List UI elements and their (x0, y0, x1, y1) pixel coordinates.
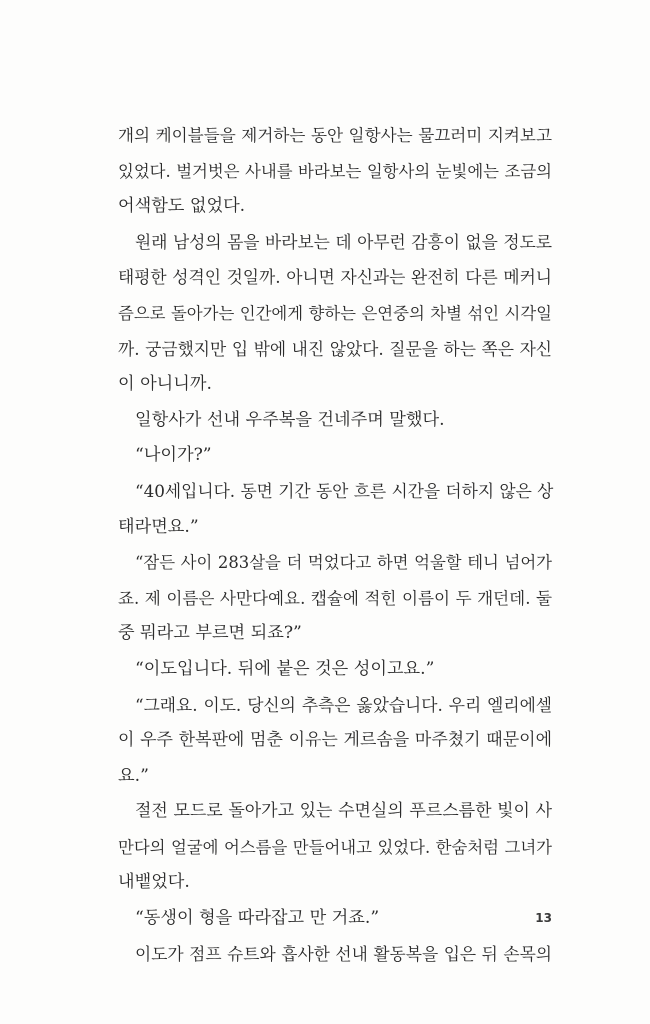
text-line: 죠. 제 이름은 사만다예요. 캡슐에 적힌 이름이 두 개던데. 둘 (118, 588, 552, 608)
text-line: 어색함도 없었다. (118, 196, 246, 217)
page-number: 13 (535, 911, 552, 925)
text-line: 있었다. 벌거벗은 사내를 바라보는 일항사의 눈빛에는 조금의 (118, 161, 552, 181)
text-line: “그래요. 이도. 당신의 추측은 옳았습니다. 우리 엘리에셀 (135, 694, 552, 715)
text-line: 요.” (118, 765, 149, 786)
body-text (118, 118, 552, 972)
text-line: 개의 케이블들을 제거하는 동안 일항사는 물끄러미 지켜보고 (118, 126, 552, 145)
text-line: 이 아니니까. (118, 374, 212, 395)
text-line: “40세입니다. 동면 기간 동안 흐른 시간을 더하지 않은 상 (135, 480, 554, 501)
text-line: “동생이 형을 따라잡고 만 거죠.” (135, 908, 380, 929)
text-line: 이 우주 한복판에 멈춘 이유는 게르솜을 마주쳤기 때문이에 (118, 730, 552, 751)
text-line: 즘으로 돌아가는 인간에게 향하는 은연중의 차별 섞인 시각일 (118, 303, 552, 323)
text-line: “잠든 사이 283살을 더 먹었다고 하면 억울할 테니 넘어가 (135, 553, 552, 573)
text-line: 원래 남성의 몸을 바라보는 데 아무런 감흥이 없을 정도로 (135, 231, 552, 252)
text-line: “나이가?” (135, 445, 212, 466)
text-line: “이도입니다. 뒤에 붙은 것은 성이고요.” (135, 658, 435, 679)
text-line: 일항사가 선내 우주복을 건네주며 말했다. (135, 409, 445, 430)
text-line: 만다의 얼굴에 어스름을 만들어내고 있었다. 한숨처럼 그녀가 (118, 837, 552, 857)
text-line: 중 뭐라고 부르면 되죠?” (118, 623, 302, 644)
text-line: 까. 궁금했지만 입 밖에 내진 않았다. 질문을 하는 쪽은 자신 (118, 338, 552, 359)
text-line: 태평한 성격인 것일까. 아니면 자신과는 완전히 다른 메커니 (118, 267, 552, 288)
text-line: 태라면요.” (118, 516, 199, 537)
text-line: 이도가 점프 슈트와 흡사한 선내 활동복을 입은 뒤 손목의 (135, 943, 552, 964)
text-line: 내뱉었다. (118, 872, 190, 893)
text-line: 절전 모드로 돌아가고 있는 수면실의 푸르스름한 빛이 사 (135, 801, 552, 822)
